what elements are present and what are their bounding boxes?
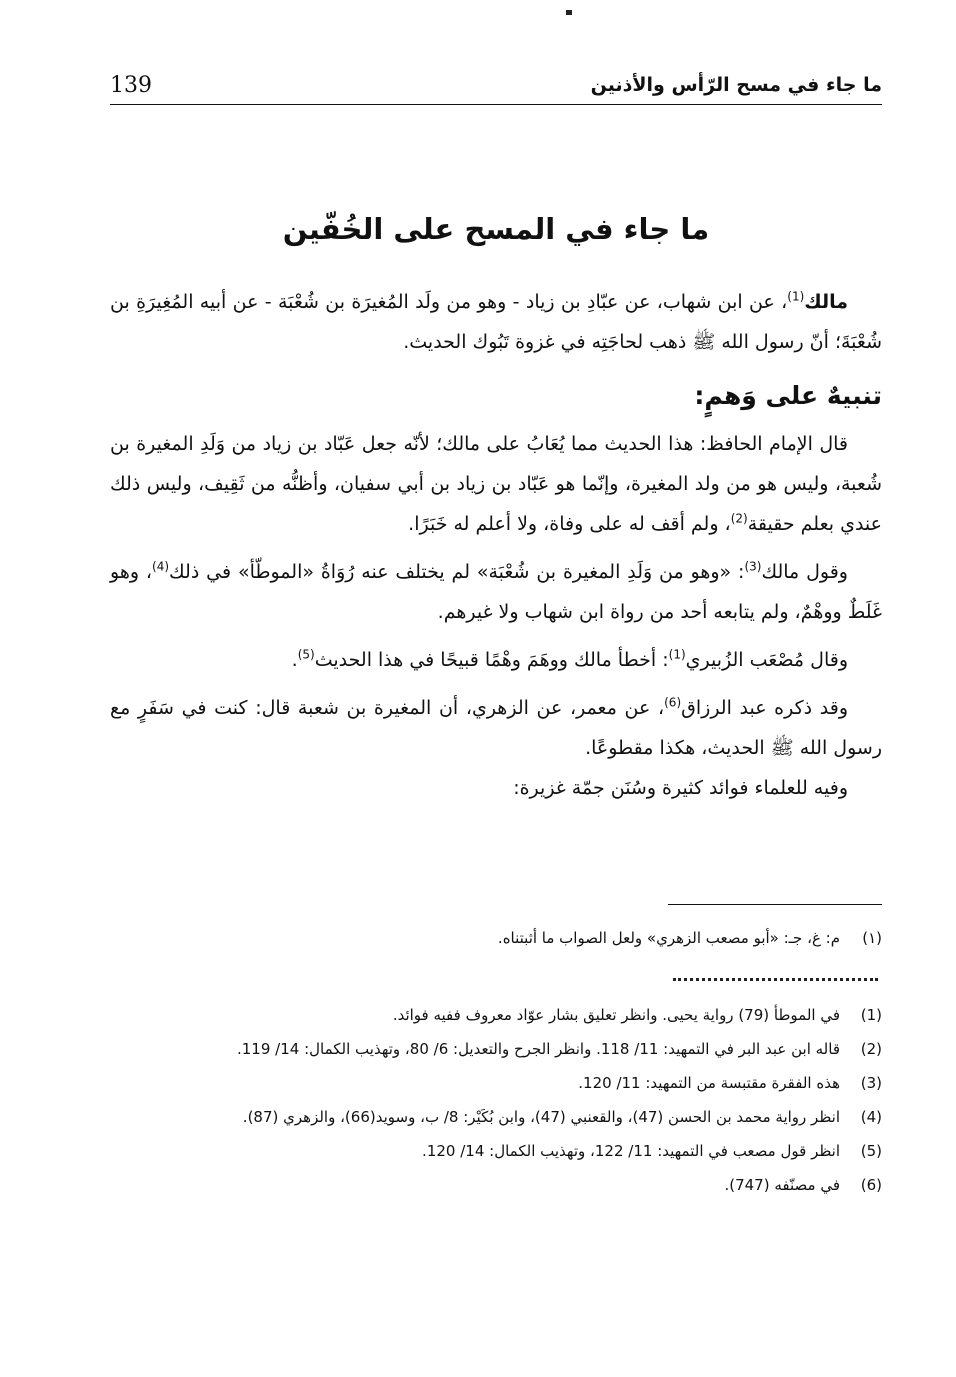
footnote-text: انظر قول مصعب في التمهيد: 11/ 122، وتهذيب الكمال: 14/ 120. bbox=[422, 1142, 840, 1160]
footnote-ref: (4) bbox=[152, 559, 170, 574]
paragraph-1 bbox=[110, 424, 882, 544]
footnote-ref: (1) bbox=[787, 289, 805, 304]
paragraph-1-end: ، ولم أقف له على وفاة، ولا أعلم له خَبَرًا. bbox=[408, 513, 731, 535]
footnote-ref: (6) bbox=[664, 695, 682, 710]
footnote bbox=[110, 1035, 882, 1063]
footnote-number: (5) bbox=[860, 1142, 882, 1160]
paragraph-3-text-c: . bbox=[291, 649, 298, 671]
footnote-separator bbox=[668, 904, 882, 905]
footnote-ref: (5) bbox=[297, 647, 315, 662]
footnote-text: في الموطأ (79) رواية يحيى. وانظر تعليق بشار عوّاد معروف ففيه فوائد. bbox=[392, 1006, 840, 1024]
footnote-number: (2) bbox=[860, 1040, 882, 1058]
paragraph-2-text-c: ، وهو غَلَطٌ ووهْمٌ، ولم يتابعه أحد من رواة ابن شهاب ولا غيرهم. bbox=[110, 561, 882, 623]
paragraph-3 bbox=[110, 640, 882, 680]
paragraph-2-text-b: : «وهو من وَلَدِ المغيرة بن شُعْبَة» لم يختلف عنه رُوَاةُ «الموطّأ» في ذلك bbox=[169, 561, 745, 583]
paragraph-2-text-a: وقول مالك bbox=[761, 561, 848, 583]
top-mark bbox=[566, 10, 572, 15]
footnote-text: هذه الفقرة مقتبسة من التمهيد: 11/ 120. bbox=[578, 1074, 840, 1092]
paragraph-3-text-a: وقال مُصْعَب الزُبيري bbox=[685, 649, 848, 671]
paragraph-4-text-b: ، عن معمر، عن الزهري، أن المغيرة بن شعبة قال: كنت في سَفَرٍ مع رسول الله ﷺ الحديث، هكذا مقطوعًا. bbox=[110, 697, 882, 759]
paragraph-1-text: قال الإمام الحافظ: هذا الحديث مما يُعَابُ على مالك؛ لأنّه جعل عَبّاد بن زياد من وَلَدِ المغيرة بن شُعبة، وليس هو من ولد المغيرة، وإنّما هو عَبّاد بن زياد بن أبي سفيان، وأظنُّه من ثَقِيف، وليس ذلك عندي بعلم حقيقة bbox=[110, 433, 882, 535]
main-text bbox=[110, 282, 882, 808]
footnote-number: (4) bbox=[860, 1108, 882, 1126]
manuscript-note bbox=[110, 924, 882, 952]
footnote-ref: (2) bbox=[730, 511, 748, 526]
footnote bbox=[110, 1069, 882, 1097]
paragraph-3-text-b: : أخطأ مالك ووهَمَ وهْمًا قبيحًا في هذا الحديث bbox=[314, 649, 669, 671]
footnote-ref: (1) bbox=[668, 647, 686, 662]
hadith-paragraph bbox=[110, 282, 882, 362]
footnote-ref: (3) bbox=[744, 559, 762, 574]
footnote-number: (6) bbox=[860, 1176, 882, 1194]
footnote-text: قاله ابن عبد البر في التمهيد: 11/ 118. وانظر الجرح والتعديل: 6/ 80، وتهذيب الكمال: 14/ 119. bbox=[236, 1040, 840, 1058]
paragraph-4 bbox=[110, 688, 882, 768]
footnote bbox=[110, 1171, 882, 1199]
footnotes bbox=[110, 1001, 882, 1205]
footnote-text: انظر رواية محمد بن الحسن (47)، والقعنبي (47)، وابن بُكَيْر: 8/ ب، وسويد(66)، والزهري (87). bbox=[242, 1108, 840, 1126]
footnote bbox=[110, 1103, 882, 1131]
footnote-number: (1) bbox=[860, 1006, 882, 1024]
paragraph-5: وفيه للعلماء فوائد كثيرة وسُنَن جمّة غزيرة: bbox=[513, 777, 848, 799]
page-number: 139 bbox=[110, 72, 152, 98]
footnote bbox=[110, 1137, 882, 1165]
hadith-narrator: مالك bbox=[804, 291, 848, 313]
footnote-number: (3) bbox=[860, 1074, 882, 1092]
note-text: م: غ، جـ: «أبو مصعب الزهري» ولعل الصواب ما أثبتناه. bbox=[497, 929, 840, 947]
paragraph-4-text-a: وقد ذكره عبد الرزاق bbox=[681, 697, 848, 719]
running-header bbox=[110, 66, 882, 105]
footnote bbox=[110, 1001, 882, 1029]
section-heading: تنبيهٌ على وَهمٍ: bbox=[694, 381, 882, 410]
hadith-text: ، عن ابن شهاب، عن عبّادِ بن زياد - وهو من ولَد المُغيرَة بن شُعْبَة - عن أبيه المُغِيرَةِ بن شُعْبَةَ؛ أنّ رسول الله ﷺ ذهب لحاجَتِه في غزوة تَبُوك الحديث. bbox=[110, 291, 882, 353]
running-title: ما جاء في مسح الرّأس والأذنين bbox=[590, 74, 882, 96]
manuscript-notes bbox=[110, 924, 882, 952]
note-number: (١) bbox=[862, 929, 882, 947]
paragraph-2 bbox=[110, 552, 882, 632]
chapter-title: ما جاء في المسح على الخُفّين bbox=[282, 212, 710, 246]
footnote-text: في مصنّفه (747). bbox=[724, 1176, 840, 1194]
dotted-separator bbox=[673, 978, 878, 981]
